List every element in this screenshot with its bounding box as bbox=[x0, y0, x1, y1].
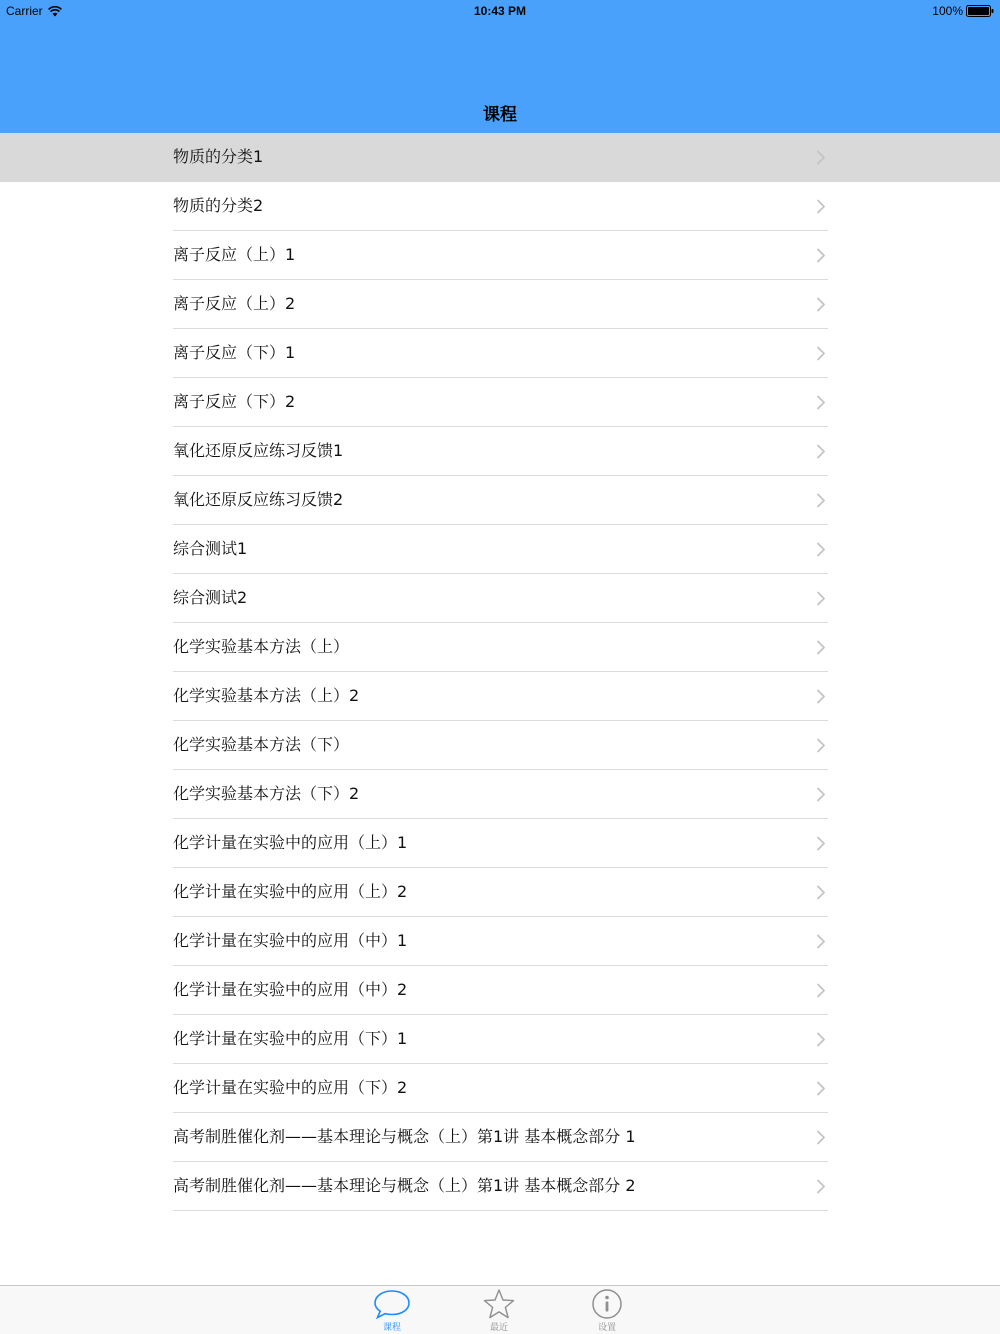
chevron-right-icon bbox=[816, 934, 826, 949]
list-item[interactable] bbox=[0, 1015, 1000, 1064]
list-item-label: 综合测试1 bbox=[173, 539, 248, 558]
chevron-right-icon bbox=[816, 297, 826, 312]
chevron-right-icon bbox=[816, 346, 826, 361]
list-item[interactable] bbox=[0, 427, 1000, 476]
chevron-right-icon bbox=[816, 787, 826, 802]
list-item[interactable] bbox=[0, 966, 1000, 1015]
page-title: 课程 bbox=[483, 105, 517, 125]
chevron-right-icon bbox=[816, 248, 826, 263]
chevron-right-icon bbox=[816, 689, 826, 704]
list-item-label: 化学计量在实验中的应用（下）1 bbox=[173, 1029, 408, 1048]
battery-icon bbox=[966, 5, 994, 17]
tab-courses[interactable] bbox=[352, 1286, 432, 1334]
chevron-right-icon bbox=[816, 1081, 826, 1096]
list-item[interactable] bbox=[0, 280, 1000, 329]
list-item-label: 综合测试2 bbox=[173, 588, 248, 607]
list-item[interactable] bbox=[0, 525, 1000, 574]
list-item[interactable] bbox=[0, 329, 1000, 378]
navigation-header bbox=[0, 0, 1000, 133]
chevron-right-icon bbox=[816, 885, 826, 900]
battery-percent: 100% bbox=[932, 4, 963, 18]
list-item-label: 化学实验基本方法（下） bbox=[173, 735, 350, 754]
chevron-right-icon bbox=[816, 150, 826, 165]
chevron-right-icon bbox=[816, 1032, 826, 1047]
list-item[interactable] bbox=[0, 770, 1000, 819]
tab-recent-label: 最近 bbox=[489, 1323, 508, 1333]
star-icon bbox=[479, 1288, 519, 1320]
list-item-label: 高考制胜催化剂——基本理论与概念（上）第1讲 基本概念部分 2 bbox=[173, 1176, 636, 1195]
tab-recent[interactable] bbox=[459, 1286, 539, 1334]
chevron-right-icon bbox=[816, 738, 826, 753]
list-item[interactable] bbox=[0, 1113, 1000, 1162]
list-item-label: 化学计量在实验中的应用（上）2 bbox=[173, 882, 408, 901]
list-item[interactable] bbox=[0, 574, 1000, 623]
list-item-label: 高考制胜催化剂——基本理论与概念（上）第1讲 基本概念部分 1 bbox=[173, 1127, 636, 1146]
row-divider bbox=[173, 1210, 828, 1211]
list-item[interactable] bbox=[0, 819, 1000, 868]
list-item[interactable] bbox=[0, 182, 1000, 231]
list-item-label: 化学计量在实验中的应用（中）1 bbox=[173, 931, 408, 950]
battery-indicator bbox=[932, 4, 994, 18]
list-item-label: 化学计量在实验中的应用（上）1 bbox=[173, 833, 408, 852]
chevron-right-icon bbox=[816, 640, 826, 655]
list-item-label: 离子反应（下）1 bbox=[173, 343, 296, 362]
chevron-right-icon bbox=[816, 493, 826, 508]
list-item[interactable] bbox=[0, 1162, 1000, 1211]
list-item-label: 氧化还原反应练习反馈2 bbox=[173, 490, 344, 509]
chevron-right-icon bbox=[816, 444, 826, 459]
list-item[interactable] bbox=[0, 917, 1000, 966]
info-icon bbox=[587, 1288, 627, 1320]
list-item[interactable] bbox=[0, 721, 1000, 770]
tab-settings[interactable] bbox=[567, 1286, 647, 1334]
list-item[interactable] bbox=[0, 378, 1000, 427]
chevron-right-icon bbox=[816, 395, 826, 410]
course-list bbox=[0, 133, 1000, 1211]
tab-courses-label: 课程 bbox=[382, 1323, 401, 1333]
list-item-label: 化学实验基本方法（上） bbox=[173, 637, 350, 656]
status-time: 10:43 PM bbox=[473, 4, 527, 18]
list-item-label: 化学计量在实验中的应用（下）2 bbox=[173, 1078, 408, 1097]
chevron-right-icon bbox=[816, 1179, 826, 1194]
list-item[interactable] bbox=[0, 476, 1000, 525]
list-item-label: 离子反应（下）2 bbox=[173, 392, 296, 411]
list-item-label: 离子反应（上）2 bbox=[173, 294, 296, 313]
chevron-right-icon bbox=[816, 542, 826, 557]
list-item[interactable] bbox=[0, 231, 1000, 280]
status-bar bbox=[0, 0, 1000, 22]
carrier-label: Carrier bbox=[6, 4, 43, 18]
chat-bubble-icon bbox=[372, 1288, 412, 1320]
tab-bar bbox=[0, 1285, 1000, 1334]
list-item[interactable] bbox=[0, 868, 1000, 917]
list-item-label: 化学实验基本方法（上）2 bbox=[173, 686, 360, 705]
list-item-label: 离子反应（上）1 bbox=[173, 245, 296, 264]
list-item[interactable] bbox=[0, 672, 1000, 721]
list-item[interactable] bbox=[0, 623, 1000, 672]
list-item-label: 化学实验基本方法（下）2 bbox=[173, 784, 360, 803]
tab-settings-label: 设置 bbox=[597, 1323, 616, 1333]
chevron-right-icon bbox=[816, 836, 826, 851]
list-item-label: 物质的分类2 bbox=[173, 196, 264, 215]
list-item[interactable] bbox=[0, 133, 1000, 182]
chevron-right-icon bbox=[816, 983, 826, 998]
chevron-right-icon bbox=[816, 1130, 826, 1145]
list-item-label: 氧化还原反应练习反馈1 bbox=[173, 441, 344, 460]
chevron-right-icon bbox=[816, 199, 826, 214]
list-item-label: 物质的分类1 bbox=[173, 147, 264, 166]
list-item[interactable] bbox=[0, 1064, 1000, 1113]
list-item-label: 化学计量在实验中的应用（中）2 bbox=[173, 980, 408, 999]
chevron-right-icon bbox=[816, 591, 826, 606]
